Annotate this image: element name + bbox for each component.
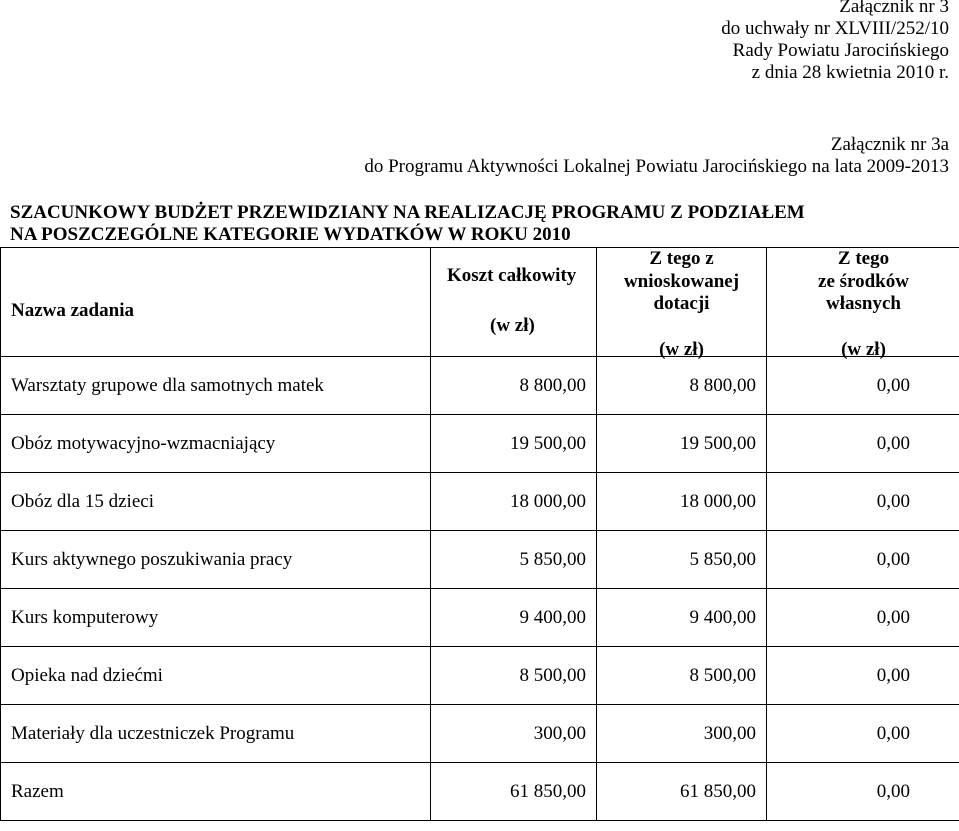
table-row: [1, 473, 959, 531]
total-cost-cell: 5 850,00: [431, 531, 597, 589]
table-total-row: [1, 763, 959, 821]
document-title-line-1: SZACUNKOWY BUDŻET PRZEWIDZIANY NA REALIZACJĘ PROGRAMU Z PODZIAŁEM: [10, 202, 805, 223]
header-task-name: [1, 248, 431, 357]
table-row: [1, 647, 959, 705]
own-funds-sum-cell: 0,00: [767, 763, 959, 821]
program-name-line: do Programu Aktywności Lokalnej Powiatu Jarocińskiego na lata 2009-2013: [364, 156, 949, 177]
program-annex-line: Załącznik nr 3a: [830, 134, 949, 155]
grant-cell: 5 850,00: [597, 531, 767, 589]
own-funds-cell: 0,00: [767, 647, 959, 705]
task-name-cell: Opieka nad dziećmi: [1, 647, 431, 705]
header-grant-unit: (w zł): [659, 339, 704, 360]
own-funds-cell: 0,00: [767, 357, 959, 415]
resolution-number-line: do uchwały nr XLVIII/252/10: [721, 18, 949, 39]
resolution-date-line: z dnia 28 kwietnia 2010 r.: [751, 62, 949, 83]
total-cost-cell: 8 500,00: [431, 647, 597, 705]
task-name-cell: Materiały dla uczestniczek Programu: [1, 705, 431, 763]
resolution-annex-line: Załącznik nr 3: [839, 0, 949, 17]
grant-cell: 300,00: [597, 705, 767, 763]
grant-cell: 19 500,00: [597, 415, 767, 473]
grant-sum-cell: 61 850,00: [597, 763, 767, 821]
total-cost-cell: 18 000,00: [431, 473, 597, 531]
table-row: [1, 705, 959, 763]
header-own-line-2: ze środków: [818, 271, 909, 292]
table-row: [1, 531, 959, 589]
total-label-cell: Razem: [1, 763, 431, 821]
header-own-line-3: własnych: [826, 293, 901, 314]
task-name-cell: Kurs aktywnego poszukiwania pracy: [1, 531, 431, 589]
grant-cell: 8 800,00: [597, 357, 767, 415]
budget-table: [0, 247, 959, 821]
header-total-unit: (w zł): [490, 315, 535, 336]
header-total-label: Koszt całkowity: [447, 265, 577, 286]
own-funds-cell: 0,00: [767, 589, 959, 647]
header-grant: [597, 248, 767, 360]
header-grant-line-1: Z tego z: [649, 248, 714, 269]
total-cost-sum-cell: 61 850,00: [431, 763, 597, 821]
resolution-council-line: Rady Powiatu Jarocińskiego: [732, 40, 949, 61]
document-title: [10, 202, 805, 246]
header-own-funds: [767, 248, 959, 360]
program-annex-header: [364, 134, 949, 178]
total-cost-cell: 300,00: [431, 705, 597, 763]
own-funds-cell: 0,00: [767, 473, 959, 531]
table-row: [1, 589, 959, 647]
total-cost-cell: 9 400,00: [431, 589, 597, 647]
task-name-cell: Warsztaty grupowe dla samotnych matek: [1, 357, 431, 415]
header-grant-line-2: wnioskowanej: [623, 271, 740, 292]
document-title-line-2: NA POSZCZEGÓLNE KATEGORIE WYDATKÓW W ROKU 2010: [10, 224, 571, 245]
total-cost-cell: 8 800,00: [431, 357, 597, 415]
total-cost-cell: 19 500,00: [431, 415, 597, 473]
table-header-row: [1, 248, 959, 357]
header-total-cost: [431, 248, 597, 357]
own-funds-cell: 0,00: [767, 705, 959, 763]
grant-cell: 9 400,00: [597, 589, 767, 647]
table-row: [1, 357, 959, 415]
header-grant-line-3: dotacji: [653, 293, 710, 314]
task-name-cell: Obóz dla 15 dzieci: [1, 473, 431, 531]
own-funds-cell: 0,00: [767, 531, 959, 589]
header-own-unit: (w zł): [841, 339, 886, 360]
grant-cell: 8 500,00: [597, 647, 767, 705]
header-own-line-1: Z tego: [837, 248, 890, 269]
task-name-cell: Kurs komputerowy: [1, 589, 431, 647]
resolution-annex-header: [721, 0, 949, 84]
table-row: [1, 415, 959, 473]
task-name-cell: Obóz motywacyjno-wzmacniający: [1, 415, 431, 473]
header-task-name-label: Nazwa zadania: [11, 300, 134, 321]
own-funds-cell: 0,00: [767, 415, 959, 473]
grant-cell: 18 000,00: [597, 473, 767, 531]
